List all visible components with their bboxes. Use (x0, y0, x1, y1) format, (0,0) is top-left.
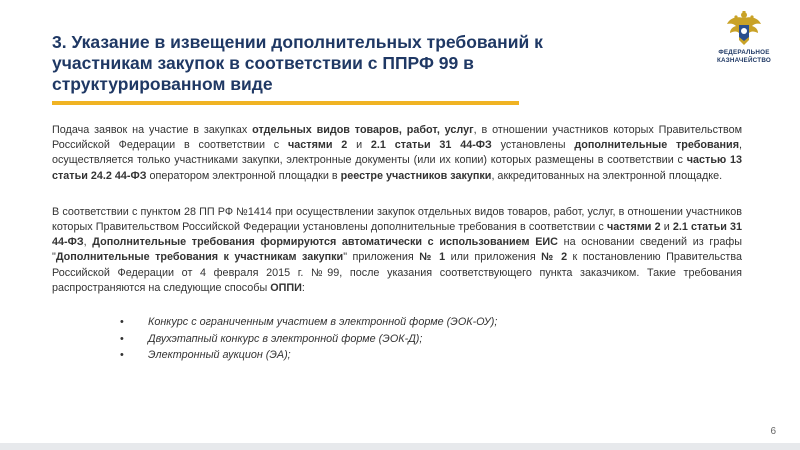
text-run: Подача заявок на участие в закупках (52, 124, 253, 136)
text-run: , (83, 236, 93, 249)
bold-run: частью 13 статьи 24.2 44-ФЗ (52, 154, 743, 182)
paragraph-1 (52, 123, 742, 184)
slide-title: 3. Указание в извещении дополнительных требований к участникам закупок в соответствии с ППРФ 99 в структурированном виде (52, 32, 543, 94)
text-run: к постановлению Правительства Российской Федерации от 4 февраля 2015 г. №99, после указания соответствующего пункта заказчиком. Такие требования распространяются на следующие способы (52, 251, 742, 294)
bullet-icon: • (120, 349, 124, 362)
bullet-icon: • (120, 332, 124, 345)
paragraph-2 (52, 205, 742, 296)
logo-text-line1: ФЕДЕРАЛЬНОЕ (718, 49, 770, 56)
logo-text (712, 49, 776, 64)
bold-run: отдельных видов товаров, работ, услуг (252, 124, 474, 136)
logo-text-line2: КАЗНАЧЕЙСТВО (716, 56, 772, 64)
text-run: В соответствии с пунктом 28 ПП РФ №1414 при осуществлении закупок отдельных видов товаров, работ, услуг, в отношении участников которых Правительством Российской Федерации установлены дополнительные требования в соответствии с (52, 205, 742, 234)
bold-run: 2.1 статьи 31 44-ФЗ (370, 139, 492, 152)
bold-run: № 1 (419, 251, 446, 264)
bold-run: частями 2 (606, 221, 661, 234)
list-item (52, 347, 742, 364)
bold-run: 2.1 статьи 31 44-ФЗ (52, 221, 742, 249)
text-run: и (660, 221, 673, 234)
text-run: на основании сведений из графы " (52, 236, 743, 264)
text-run: или приложения (445, 251, 542, 264)
procurement-methods-list (52, 314, 742, 364)
list-item-text: Двухэтапный конкурс в электронной форме (ЭОК-Д); (148, 332, 423, 345)
double-headed-eagle-emblem-icon (724, 8, 764, 48)
text-run: " приложения (343, 251, 420, 264)
text-run: оператором электронной площадки в (146, 169, 341, 182)
bold-run: ОППИ (270, 281, 302, 294)
bold-run: Дополнительные требования формируются автоматически с использованием ЕИС (92, 236, 558, 249)
text-run: установлены (491, 139, 575, 152)
bullet-icon: • (120, 316, 124, 329)
treasury-logo (712, 8, 776, 72)
text-run: , аккредитованных на электронной площадке. (491, 169, 723, 182)
text-run: , осуществляется только участниками закупки, электронные документы (или их копии) которых размещены в соответствии с (52, 139, 742, 167)
list-item-text: Конкурс с ограниченным участием в электронной форме (ЭОК-ОУ); (148, 316, 498, 329)
bold-run: реестре участников закупки (340, 169, 492, 182)
text-run: : (301, 281, 305, 294)
page-number: 6 (770, 426, 776, 437)
list-item (52, 314, 742, 331)
slide-content (52, 123, 742, 364)
bold-run: Дополнительные требования к участникам закупки (55, 251, 344, 264)
bold-run: № 2 (541, 251, 568, 264)
bold-run: частями 2 (288, 139, 348, 152)
text-run: и (347, 139, 371, 152)
list-item (52, 331, 742, 348)
bottom-bar (0, 443, 800, 450)
list-item-text: Электронный аукцион (ЭА); (148, 349, 291, 362)
text-run: , в отношении участников которых Правительством Российской Федерации в соответствии с (52, 124, 742, 152)
bold-run: дополнительные требования (574, 139, 739, 152)
title-underline (52, 101, 519, 105)
